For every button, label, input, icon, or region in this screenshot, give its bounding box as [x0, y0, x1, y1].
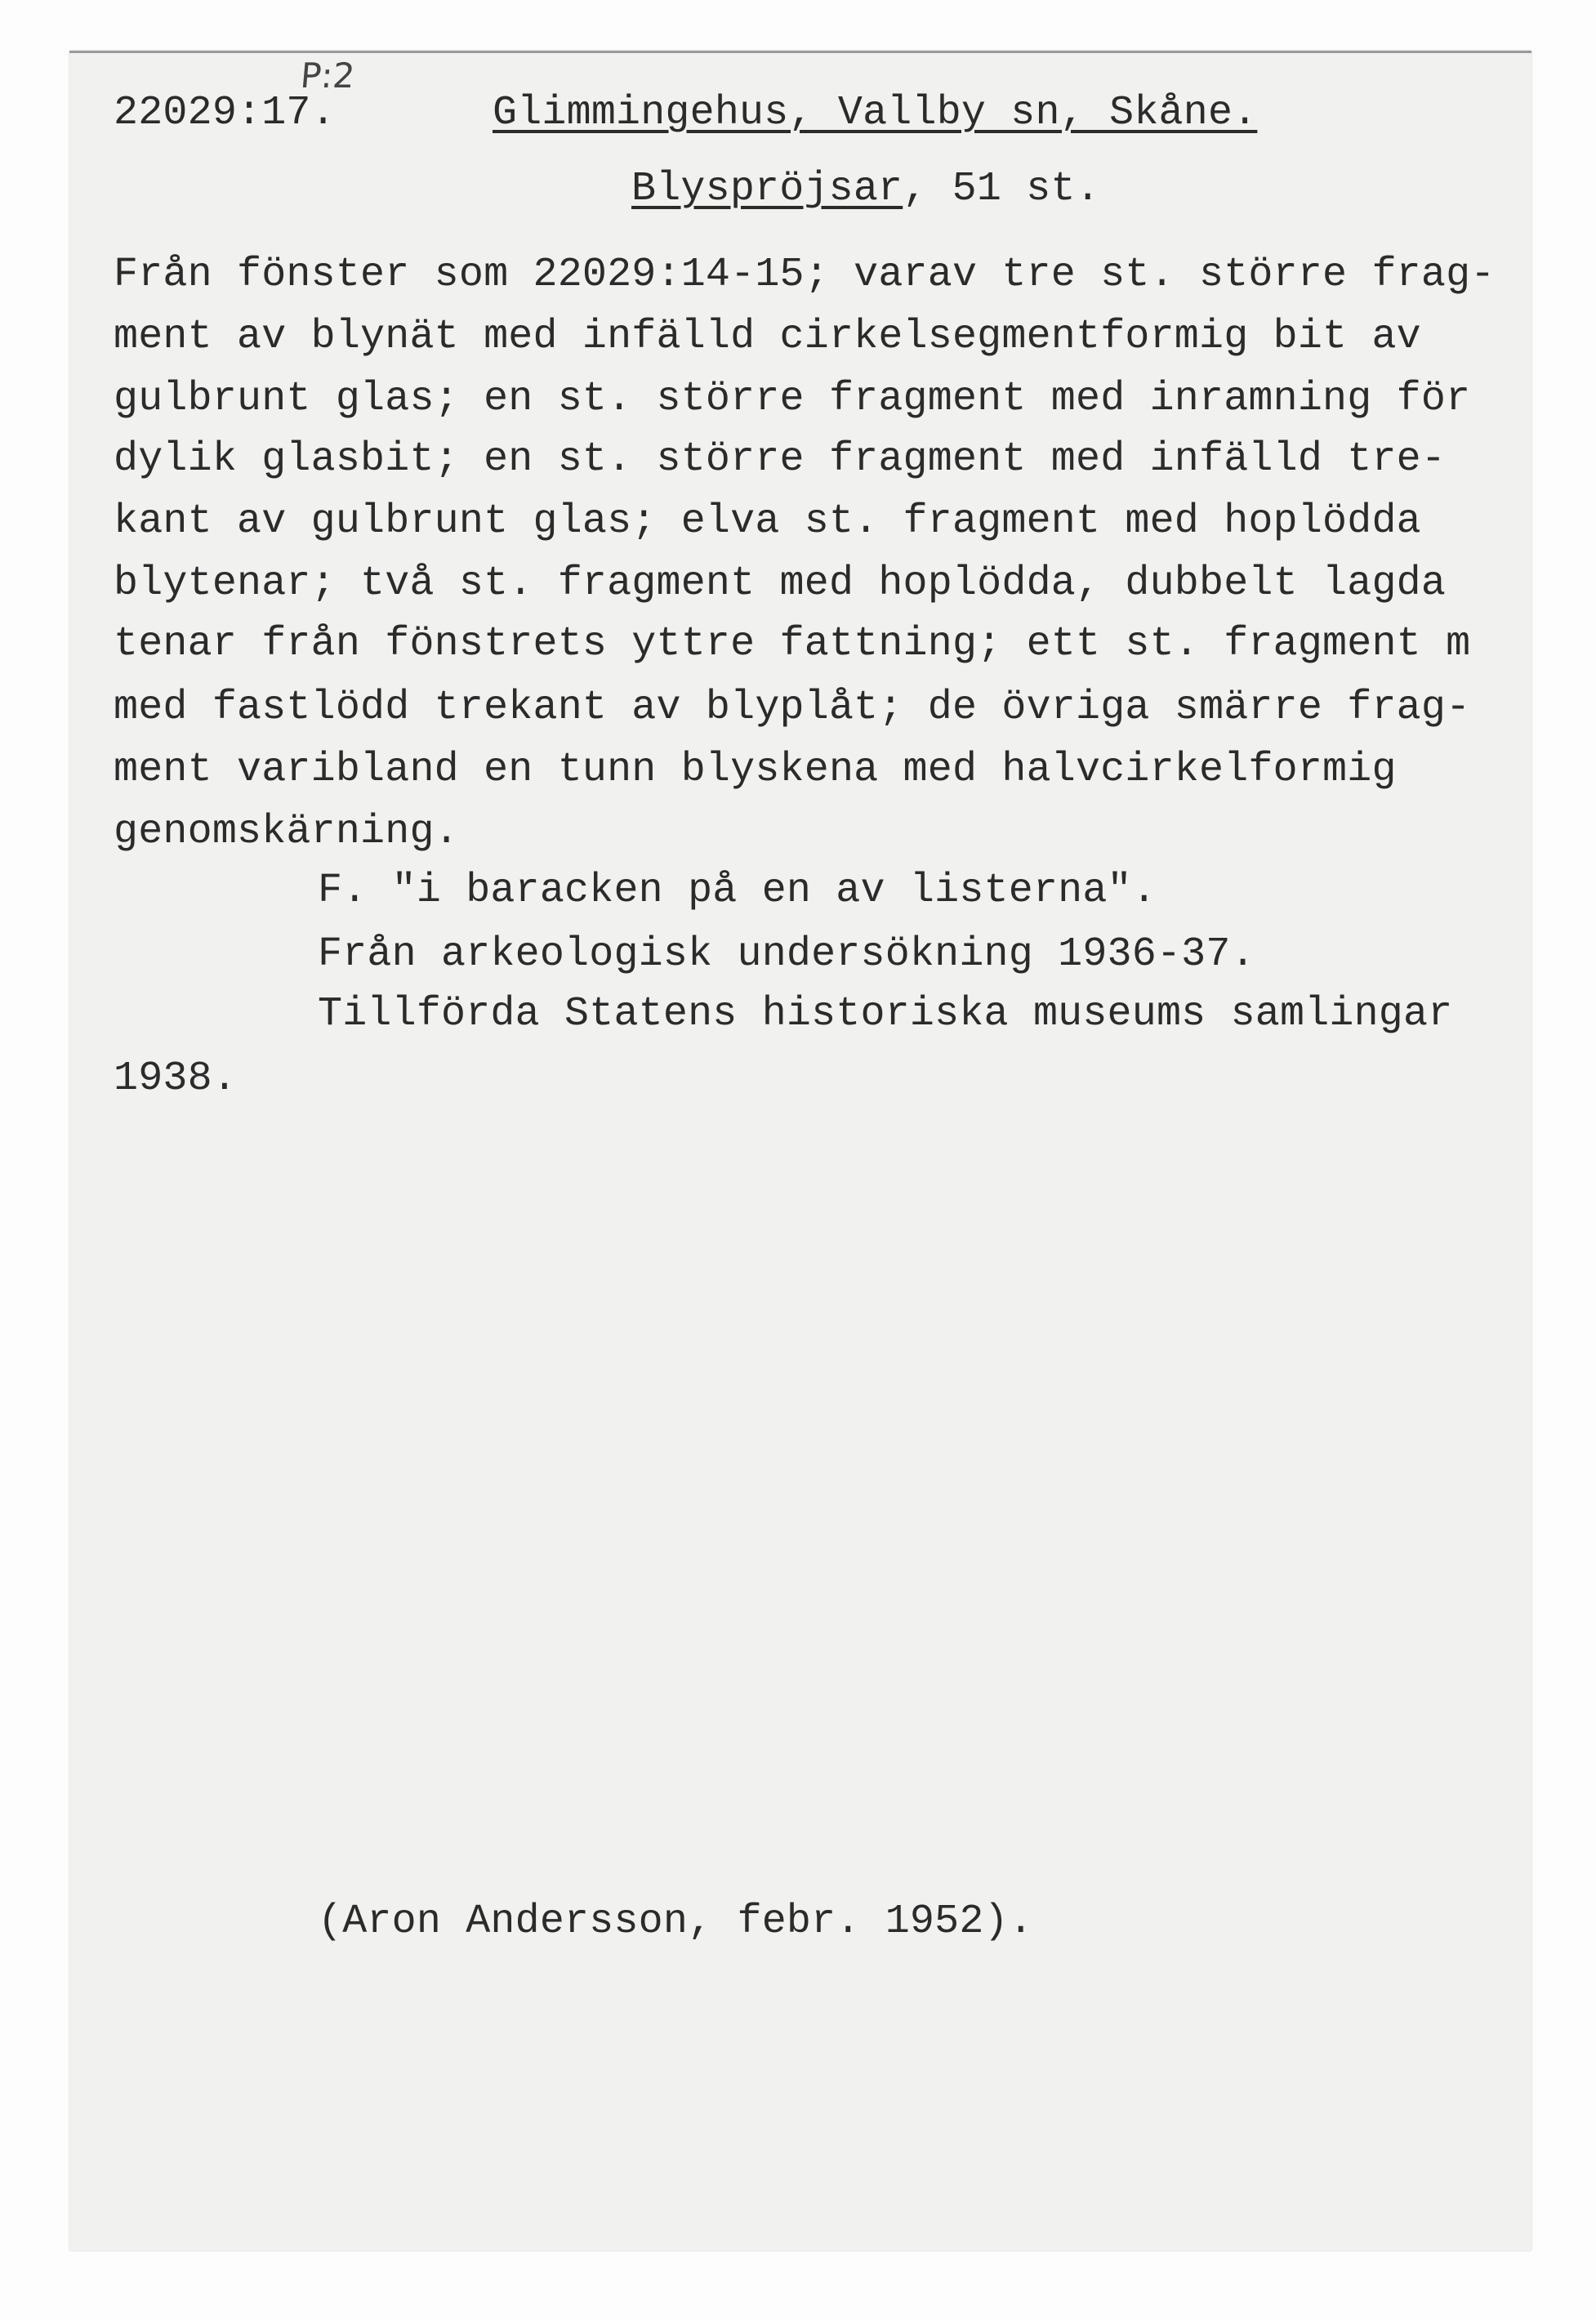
- handwritten-mark: P:2: [298, 56, 357, 96]
- body-line: ment av blynät med infälld cirkelsegmentformig bit av: [114, 314, 1421, 360]
- body-line: Från fönster som 22029:14-15; varav tre st. större frag-: [114, 252, 1496, 298]
- catalog-number: 22029:17.: [114, 90, 336, 136]
- body-line: genomskärning.: [114, 809, 459, 855]
- object-count: , 51 st.: [903, 166, 1100, 212]
- accession-note: Tillförda Statens historiska museums samlingar: [318, 991, 1453, 1037]
- object-name: Blyspröjsar: [631, 166, 903, 212]
- body-line: gulbrunt glas; en st. större fragment med inramning för: [114, 376, 1471, 422]
- accession-year: 1938.: [114, 1055, 238, 1102]
- body-line: tenar från fönstrets yttre fattning; ett st. fragment m: [114, 621, 1471, 667]
- body-line: blytenar; två st. fragment med hoplödda, dubbelt lagda: [114, 560, 1447, 607]
- find-note: F. "i baracken på en av listerna".: [318, 868, 1157, 914]
- body-line: kant av gulbrunt glas; elva st. fragment med hoplödda: [114, 498, 1421, 545]
- excavation-note: Från arkeologisk undersökning 1936-37.: [318, 931, 1255, 978]
- body-line: med fastlödd trekant av blyplåt; de övriga smärre frag-: [114, 685, 1471, 731]
- location: Glimmingehus, Vallby sn, Skåne.: [493, 90, 1258, 136]
- body-line: ment varibland en tunn blyskena med halvcirkelformig: [114, 747, 1397, 793]
- object-title: [631, 165, 1100, 214]
- signature: (Aron Andersson, febr. 1952).: [318, 1898, 1033, 1945]
- body-line: dylik glasbit; en st. större fragment med infälld tre-: [114, 436, 1447, 483]
